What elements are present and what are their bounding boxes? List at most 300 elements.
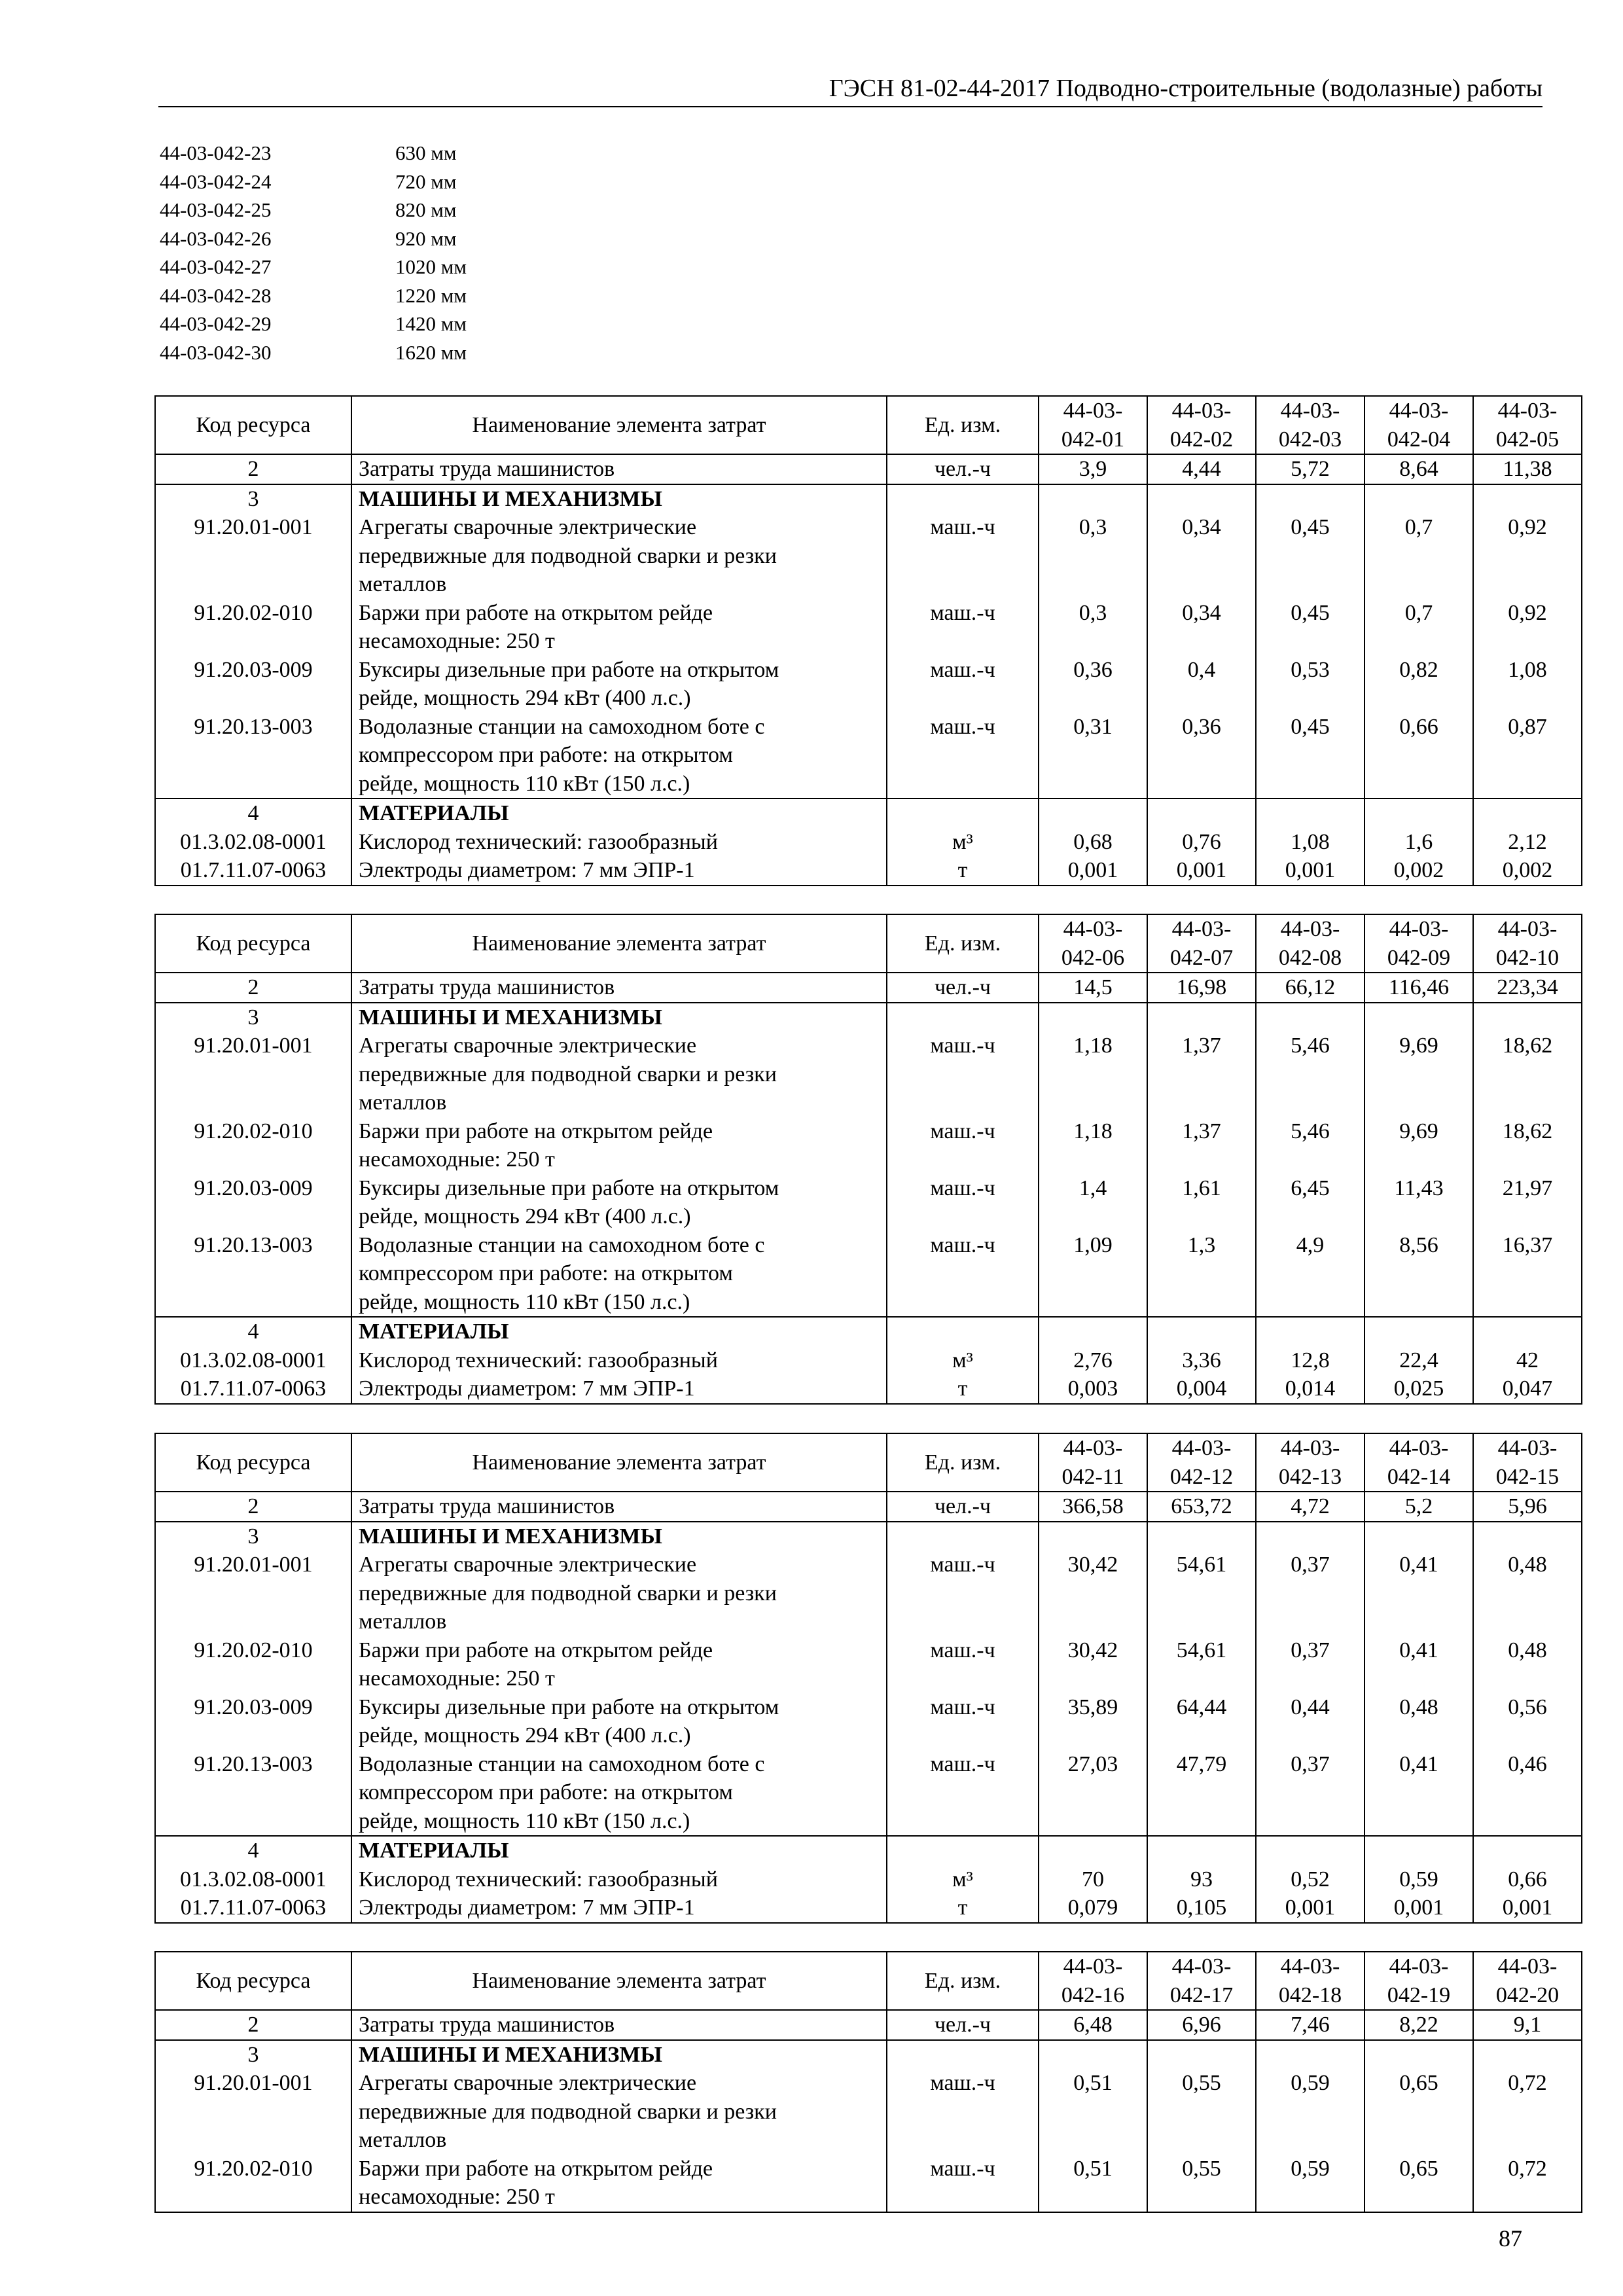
row-name: Кислород технический: газообразный [351,828,887,857]
value-cell: 2,12 [1473,828,1582,857]
section-number: 3 [155,1522,351,1551]
name-line: Буксиры дизельные при работе на открытом [359,1695,779,1719]
name-line: передвижные для подводной сварки и резки [359,1062,777,1086]
value-cell: 0,079 [1039,1893,1147,1923]
norm-code-line: 042-14 [1387,1464,1451,1489]
section-row [155,1317,1582,1346]
table-header-row [155,1952,1582,2010]
row-name: Затраты труда машинистов [351,2010,887,2040]
value-cell: 0,45 [1256,513,1364,599]
empty-cell [1039,798,1147,828]
value-cell: 1,4 [1039,1174,1147,1231]
code-list-code: 44-03-042-26 [160,226,272,250]
name-line: несамоходные: 250 т [359,2185,555,2209]
row-code: 91.20.01-001 [155,513,351,599]
header-name: Наименование элемента затрат [351,1433,887,1492]
value-cell: 5,46 [1256,1031,1364,1117]
name-line: рейде, мощность 294 кВт (400 л.с.) [359,686,691,710]
row-unit: чел.-ч [887,1492,1039,1522]
section-title: МАШИНЫ И МЕХАНИЗМЫ [351,484,887,514]
value-cell: 0,105 [1147,1893,1256,1923]
empty-cell [887,1522,1039,1551]
row-name [351,656,887,713]
value-cell: 1,08 [1473,656,1582,713]
value-cell: 1,09 [1039,1231,1147,1318]
row-code: 2 [155,973,351,1003]
norm-code-line: 44-03- [1497,399,1558,423]
row-name [351,1031,887,1117]
empty-cell [1364,1003,1473,1032]
empty-cell [1147,2040,1256,2070]
value-cell: 8,64 [1364,454,1473,484]
value-cell: 0,55 [1147,2069,1256,2155]
empty-cell [1147,1317,1256,1346]
empty-cell [1256,1317,1364,1346]
value-cell: 14,5 [1039,973,1147,1003]
row-code: 01.7.11.07-0063 [155,856,351,886]
header-norm-code [1039,1433,1147,1492]
table-row [155,1693,1582,1750]
row-name: Затраты труда машинистов [351,454,887,484]
row-name [351,713,887,799]
table-row [155,973,1582,1003]
name-line: Агрегаты сварочные электрические [359,2071,697,2095]
name-line: Баржи при работе на открытом рейде [359,1638,713,1662]
empty-cell [1364,1522,1473,1551]
value-cell: 0,36 [1039,656,1147,713]
header-norm-code [1147,1952,1256,2010]
empty-cell [1039,1836,1147,1865]
value-cell: 223,34 [1473,973,1582,1003]
name-line: Водолазные станции на самоходном боте с [359,1232,765,1257]
section-number: 3 [155,484,351,514]
section-row [155,2040,1582,2070]
value-cell: 5,96 [1473,1492,1582,1522]
value-cell: 0,047 [1473,1374,1582,1404]
row-unit: чел.-ч [887,973,1039,1003]
header-code: Код ресурса [155,1952,351,2010]
row-code: 91.20.02-010 [155,1117,351,1174]
norm-code-line: 042-09 [1387,945,1451,970]
norm-code-line: 042-19 [1387,1982,1451,2007]
norm-code-line: 44-03- [1497,1436,1558,1460]
norm-code-line: 44-03- [1389,1954,1449,1979]
value-cell: 3,9 [1039,454,1147,484]
name-line: несамоходные: 250 т [359,629,555,653]
name-line: Баржи при работе на открытом рейде [359,1119,713,1143]
name-line: передвижные для подводной сварки и резки [359,1581,777,1605]
norm-code-line: 44-03- [1389,917,1449,941]
value-cell: 0,41 [1364,1750,1473,1837]
table-row [155,454,1582,484]
empty-cell [887,484,1039,514]
header-unit: Ед. изм. [887,1952,1039,2010]
empty-cell [887,1003,1039,1032]
section-row [155,484,1582,514]
norm-code-line: 042-18 [1278,1982,1342,2007]
value-cell: 35,89 [1039,1693,1147,1750]
norm-code-line: 44-03- [1171,917,1232,941]
row-name [351,1174,887,1231]
value-cell: 9,1 [1473,2010,1582,2040]
row-name: Затраты труда машинистов [351,973,887,1003]
value-cell: 64,44 [1147,1693,1256,1750]
row-code: 91.20.13-003 [155,1231,351,1318]
table-row [155,599,1582,656]
value-cell: 0,001 [1256,856,1364,886]
value-cell: 0,001 [1256,1893,1364,1923]
name-line: металлов [359,2128,447,2152]
value-cell: 0,65 [1364,2155,1473,2212]
code-list [160,139,592,367]
empty-cell [1473,1317,1582,1346]
value-cell: 0,59 [1364,1865,1473,1894]
value-cell: 5,72 [1256,454,1364,484]
code-list-item [160,168,592,196]
header-norm-code [1473,396,1582,454]
value-cell: 54,61 [1147,1551,1256,1636]
row-code: 2 [155,1492,351,1522]
name-line: компрессором при работе: на открытом [359,1780,733,1804]
code-list-value: 1220 мм [395,283,467,307]
header-norm-code [1256,914,1364,973]
name-line: рейде, мощность 110 кВт (150 л.с.) [359,1289,690,1314]
value-cell: 116,46 [1364,973,1473,1003]
value-cell: 0,31 [1039,713,1147,799]
value-cell: 0,7 [1364,599,1473,656]
row-code: 2 [155,454,351,484]
empty-cell [1473,1522,1582,1551]
norm-code-line: 44-03- [1280,1436,1340,1460]
section-number: 4 [155,1836,351,1865]
value-cell: 0,45 [1256,599,1364,656]
table-row [155,1893,1582,1923]
row-name: Электроды диаметром: 7 мм ЭПР-1 [351,1893,887,1923]
value-cell: 0,001 [1147,856,1256,886]
name-line: металлов [359,572,447,596]
empty-cell [1256,1836,1364,1865]
value-cell: 21,97 [1473,1174,1582,1231]
empty-cell [887,1317,1039,1346]
name-line: компрессором при работе: на открытом [359,1261,733,1285]
value-cell: 0,72 [1473,2155,1582,2212]
value-cell: 5,46 [1256,1117,1364,1174]
page-number: 87 [1499,2225,1522,2251]
row-code: 91.20.03-009 [155,1174,351,1231]
row-name: Кислород технический: газообразный [351,1346,887,1375]
value-cell: 0,76 [1147,828,1256,857]
norm-code-line: 042-12 [1169,1464,1234,1489]
header-norm-code [1364,1433,1473,1492]
code-list-value: 720 мм [395,170,457,193]
row-name [351,2155,887,2212]
row-name: Кислород технический: газообразный [351,1865,887,1894]
norm-code-line: 44-03- [1171,399,1232,423]
value-cell: 47,79 [1147,1750,1256,1837]
value-cell: 70 [1039,1865,1147,1894]
row-unit: маш.-ч [887,1031,1039,1117]
norm-code-line: 042-13 [1278,1464,1342,1489]
row-unit: маш.-ч [887,2155,1039,2212]
value-cell: 0,92 [1473,599,1582,656]
norm-table [154,1433,1582,1924]
empty-cell [1039,1317,1147,1346]
table-row [155,856,1582,886]
table-row [155,1750,1582,1837]
row-unit: маш.-ч [887,1174,1039,1231]
value-cell: 0,82 [1364,656,1473,713]
value-cell: 0,55 [1147,2155,1256,2212]
header-norm-code [1147,396,1256,454]
value-cell: 6,45 [1256,1174,1364,1231]
value-cell: 0,41 [1364,1636,1473,1693]
section-number: 3 [155,1003,351,1032]
empty-cell [1039,2040,1147,2070]
code-list-value: 820 мм [395,198,457,221]
header-unit: Ед. изм. [887,914,1039,973]
code-list-item [160,196,592,224]
norm-code-line: 042-01 [1061,427,1125,452]
empty-cell [1147,1522,1256,1551]
row-unit: маш.-ч [887,713,1039,799]
value-cell: 6,48 [1039,2010,1147,2040]
value-cell: 6,96 [1147,2010,1256,2040]
value-cell: 0,48 [1473,1551,1582,1636]
value-cell: 0,4 [1147,656,1256,713]
name-line: несамоходные: 250 т [359,1147,555,1172]
norm-code-line: 042-20 [1495,1982,1560,2007]
row-name [351,2069,887,2155]
value-cell: 0,72 [1473,2069,1582,2155]
norm-code-line: 042-10 [1495,945,1560,970]
header-norm-code [1039,396,1147,454]
code-list-code: 44-03-042-28 [160,283,272,307]
value-cell: 1,37 [1147,1031,1256,1117]
row-code: 91.20.13-003 [155,713,351,799]
value-cell: 2,76 [1039,1346,1147,1375]
value-cell: 1,61 [1147,1174,1256,1231]
value-cell: 0,46 [1473,1750,1582,1837]
table-row [155,1492,1582,1522]
empty-cell [1147,1836,1256,1865]
section-title: МАШИНЫ И МЕХАНИЗМЫ [351,2040,887,2070]
code-list-item [160,338,592,367]
value-cell: 11,43 [1364,1174,1473,1231]
section-number: 4 [155,1317,351,1346]
row-unit: маш.-ч [887,513,1039,599]
table-row [155,2069,1582,2155]
norm-code-line: 042-17 [1169,1982,1234,2007]
empty-cell [1473,484,1582,514]
name-line: Агрегаты сварочные электрические [359,515,697,539]
name-line: Баржи при работе на открытом рейде [359,2156,713,2181]
row-unit: маш.-ч [887,599,1039,656]
row-code: 91.20.03-009 [155,656,351,713]
value-cell: 4,72 [1256,1492,1364,1522]
norm-code-line: 042-06 [1061,945,1125,970]
value-cell: 0,66 [1364,713,1473,799]
header-norm-code [1256,1952,1364,2010]
norm-table [154,914,1582,1405]
norm-code-line: 44-03- [1171,1954,1232,1979]
empty-cell [1256,2040,1364,2070]
row-name [351,1551,887,1636]
value-cell: 11,38 [1473,454,1582,484]
code-list-code: 44-03-042-23 [160,141,272,164]
row-name [351,513,887,599]
row-code: 91.20.01-001 [155,1551,351,1636]
code-list-value: 1020 мм [395,255,467,278]
code-list-code: 44-03-042-29 [160,312,272,335]
header-norm-code [1364,914,1473,973]
norm-code-line: 44-03- [1063,399,1123,423]
empty-cell [887,798,1039,828]
value-cell: 0,004 [1147,1374,1256,1404]
value-cell: 0,3 [1039,599,1147,656]
empty-cell [887,2040,1039,2070]
row-unit: маш.-ч [887,1750,1039,1837]
header-norm-code [1364,1952,1473,2010]
value-cell: 366,58 [1039,1492,1147,1522]
value-cell: 0,59 [1256,2155,1364,2212]
code-list-code: 44-03-042-25 [160,198,272,221]
table-row [155,2010,1582,2040]
value-cell: 12,8 [1256,1346,1364,1375]
code-list-value: 920 мм [395,226,457,250]
norm-code-line: 042-15 [1495,1464,1560,1489]
table-row [155,1031,1582,1117]
row-code: 91.20.03-009 [155,1693,351,1750]
empty-cell [1473,2040,1582,2070]
empty-cell [1364,798,1473,828]
name-line: Баржи при работе на открытом рейде [359,600,713,625]
section-row [155,1522,1582,1551]
norm-code-line: 042-03 [1278,427,1342,452]
header-name: Наименование элемента затрат [351,914,887,973]
value-cell: 7,46 [1256,2010,1364,2040]
section-title: МАТЕРИАЛЫ [351,1836,887,1865]
value-cell: 1,08 [1256,828,1364,857]
header-norm-code [1147,914,1256,973]
row-unit: маш.-ч [887,1636,1039,1693]
value-cell: 8,56 [1364,1231,1473,1318]
table-row [155,1174,1582,1231]
value-cell: 0,87 [1473,713,1582,799]
value-cell: 8,22 [1364,2010,1473,2040]
row-code: 2 [155,2010,351,2040]
value-cell: 30,42 [1039,1636,1147,1693]
row-unit: маш.-ч [887,656,1039,713]
norm-table [154,1951,1582,2213]
name-line: Водолазные станции на самоходном боте с [359,1751,765,1776]
row-code: 91.20.13-003 [155,1750,351,1837]
row-unit: т [887,856,1039,886]
value-cell: 0,52 [1256,1865,1364,1894]
value-cell: 0,44 [1256,1693,1364,1750]
header-name: Наименование элемента затрат [351,396,887,454]
header-norm-code [1256,396,1364,454]
value-cell: 54,61 [1147,1636,1256,1693]
value-cell: 27,03 [1039,1750,1147,1837]
row-unit: чел.-ч [887,2010,1039,2040]
code-list-item [160,253,592,281]
row-name [351,1693,887,1750]
value-cell: 30,42 [1039,1551,1147,1636]
empty-cell [1147,1003,1256,1032]
empty-cell [1473,1003,1582,1032]
empty-cell [1256,798,1364,828]
row-unit: маш.-ч [887,1117,1039,1174]
value-cell: 9,69 [1364,1031,1473,1117]
name-line: передвижные для подводной сварки и резки [359,543,777,568]
norm-code-line: 042-07 [1169,945,1234,970]
value-cell: 0,002 [1473,856,1582,886]
table-row [155,1551,1582,1636]
value-cell: 0,48 [1364,1693,1473,1750]
header-norm-code [1364,396,1473,454]
row-unit: м³ [887,828,1039,857]
table-row [155,1231,1582,1318]
header-norm-code [1473,1952,1582,2010]
value-cell: 0,56 [1473,1693,1582,1750]
value-cell: 1,37 [1147,1117,1256,1174]
header-norm-code [1039,914,1147,973]
row-unit: чел.-ч [887,454,1039,484]
norm-code-line: 44-03- [1280,399,1340,423]
value-cell: 1,18 [1039,1117,1147,1174]
value-cell: 1,3 [1147,1231,1256,1318]
header-name: Наименование элемента затрат [351,1952,887,2010]
value-cell: 0,66 [1473,1865,1582,1894]
row-name [351,599,887,656]
row-unit: маш.-ч [887,2069,1039,2155]
row-code: 01.3.02.08-0001 [155,828,351,857]
name-line: передвижные для подводной сварки и резки [359,2099,777,2124]
name-line: рейде, мощность 294 кВт (400 л.с.) [359,1204,691,1229]
value-cell: 5,2 [1364,1492,1473,1522]
value-cell: 0,002 [1364,856,1473,886]
table-row [155,713,1582,799]
value-cell: 4,9 [1256,1231,1364,1318]
header-norm-code [1256,1433,1364,1492]
norm-code-line: 44-03- [1171,1436,1232,1460]
section-number: 4 [155,798,351,828]
row-unit: маш.-ч [887,1693,1039,1750]
norm-code-line: 042-16 [1061,1982,1125,2007]
value-cell: 0,3 [1039,513,1147,599]
empty-cell [1039,1003,1147,1032]
norm-code-line: 042-08 [1278,945,1342,970]
row-unit: т [887,1893,1039,1923]
code-list-code: 44-03-042-30 [160,340,272,364]
value-cell: 0,001 [1039,856,1147,886]
name-line: компрессором при работе: на открытом [359,743,733,767]
value-cell: 0,36 [1147,713,1256,799]
value-cell: 0,001 [1364,1893,1473,1923]
row-code: 01.3.02.08-0001 [155,1346,351,1375]
row-name [351,1117,887,1174]
norm-code-line: 44-03- [1497,917,1558,941]
norm-code-line: 44-03- [1280,917,1340,941]
norm-code-line: 44-03- [1063,917,1123,941]
norm-code-line: 042-05 [1495,427,1560,452]
section-title: МАТЕРИАЛЫ [351,798,887,828]
norm-code-line: 44-03- [1497,1954,1558,1979]
value-cell: 0,001 [1473,1893,1582,1923]
empty-cell [1364,1836,1473,1865]
empty-cell [1256,1522,1364,1551]
value-cell: 0,65 [1364,2069,1473,2155]
